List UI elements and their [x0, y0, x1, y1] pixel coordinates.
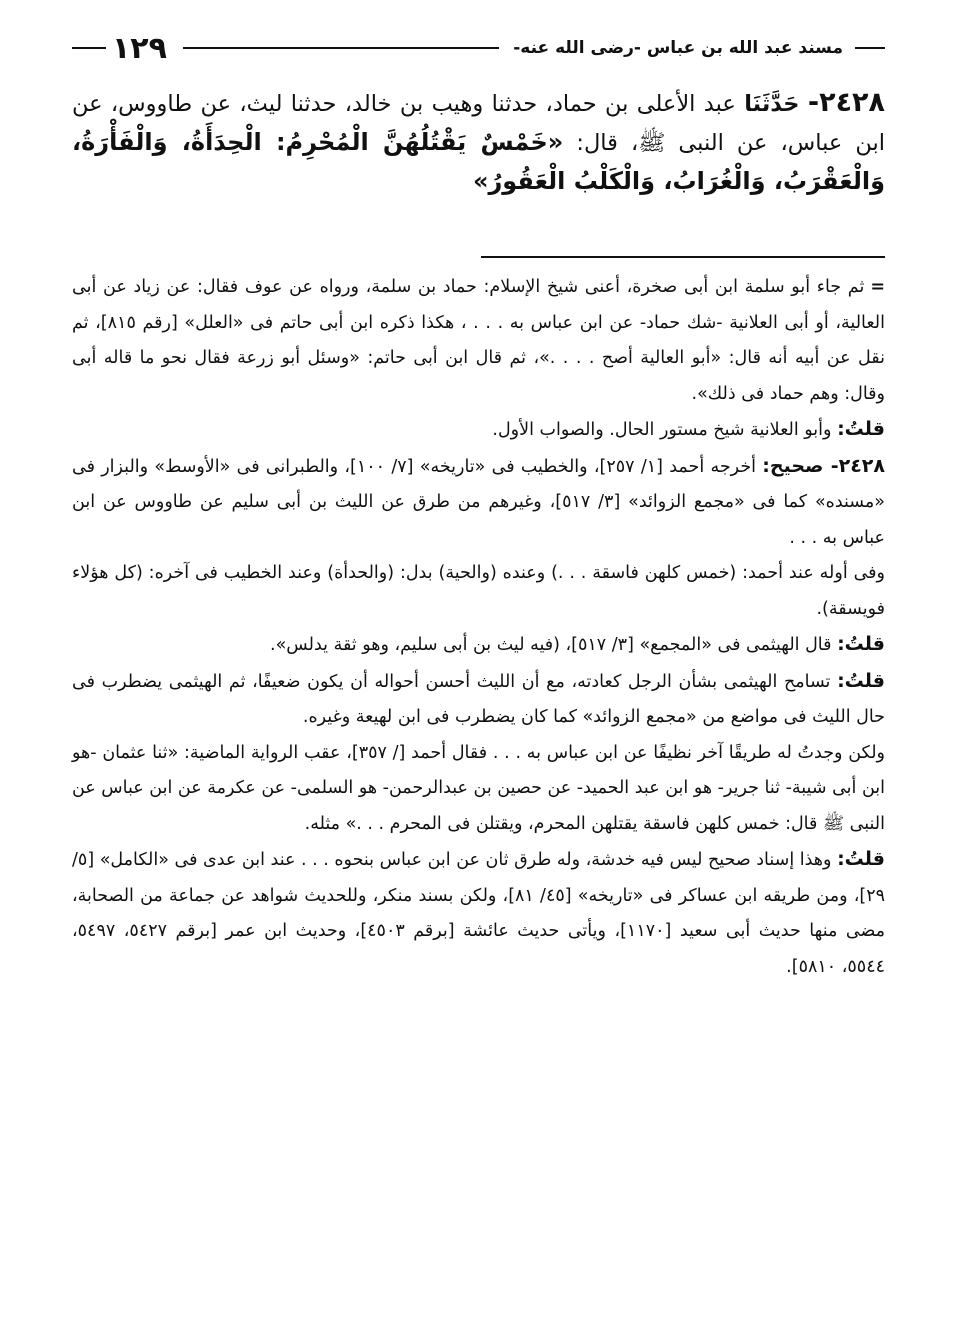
note-qultu-4	[72, 842, 885, 985]
note-qultu-1	[72, 412, 885, 449]
footnotes	[72, 270, 885, 985]
note-takhrij	[72, 449, 885, 557]
hadith-text	[72, 84, 885, 201]
header-rule-right	[855, 47, 885, 49]
note-other-route	[72, 736, 885, 843]
qultu-text: وهذا إسناد صحيح ليس فيه خدشة، وله طرق ثان عن ابن عباس بنحوه . . . عند ابن عدى فى «الكامل» [٥/ ٢٩]، ومن طريقه ابن عساكر فى «تاريخه» [٤٥/ ٨١]، ولكن بسند منكر، وللحديث شواهد عن جماعة من الصحابة، مضى منها حديث أبى سعيد [١١٧٠]، ويأتى حديث عائشة [برقم ٤٥٠٣]، وحديث ابن عمر [برقم ٥٤٢٧، ٥٤٩٧، ٥٥٤٤، ٥٨١٠].	[72, 850, 885, 977]
page-number: ١٢٩	[112, 30, 167, 66]
takhrij-text: أخرجه أحمد [١/ ٢٥٧]، والخطيب فى «تاريخه» [٧/ ١٠٠]، والطبرانى فى «الأوسط» والبزار فى «مسنده» كما فى «مجمع الزوائد» [٣/ ٥١٧]، وغيرهم من طرق عن الليث بن أبى سليم عن طاووس عن ابن عباس به . . .	[72, 456, 885, 548]
note-variants	[72, 556, 885, 627]
qultu-text: وأبو العلانية شيخ مستور الحال. والصواب الأول.	[492, 420, 832, 440]
hadith-number: ٢٤٢٨-	[807, 87, 886, 118]
qultu-label: قلتُ:	[837, 669, 885, 692]
continuation-text: ثم جاء أبو سلمة ابن أبى صخرة، أعنى شيخ الإسلام: حماد بن سلمة، ورواه عن عوف فقال: عن زياد عن أبى العالية، أو أبى العلانية -شك حماد- عن ابن عباس به . . . ، هكذا ذكره ابن أبى حاتم فى «العلل» [رقم ٨١٥]، ثم نقل عن أبيه أنه قال: «أبو العالية أصح . . . .»، ثم قال ابن أبى حاتم: «وسئل أبو زرعة فقال نحو ما قاله أبى وقال: وهم حماد فى ذلك».	[72, 277, 885, 404]
continuation-marker: =	[870, 277, 885, 297]
header-title: مسند عبد الله بن عباس -رضى الله عنه-	[513, 38, 843, 58]
hadith-isnad-start: حَدَّثَنَا	[744, 91, 800, 117]
other-route-text: ولكن وجدتُ له طريقًا آخر نظيفًا عن ابن عباس به . . . فقال أحمد [/ ٣٥٧]، عقب الرواية الماضية: «ثنا عثمان -هو ابن أبى شيبة- ثنا جرير- هو ابن عبد الحميد- عن حصين بن عبدالرحمن- هو السلمى- عن عكرمة عن ابن عباس عن النبى ﷺ قال: خمس كلهن فاسقة يقتلهن المحرم، ويقتلن فى المحرم . . .» مثله.	[71, 742, 885, 834]
qultu-text: قال الهيثمى فى «المجمع» [٣/ ٥١٧]، (فيه ليث بن أبى سليم، وهو ثقة يدلس».	[270, 635, 832, 655]
variants-text: وفى أوله عند أحمد: (خمس كلهن فاسقة . . .) وعنده (والحية) بدل: (والحدأة) وعند الخطيب فى آخره: (كل هؤلاء فويسقة).	[72, 563, 885, 619]
qultu-label: قلتُ:	[837, 633, 885, 655]
note-qultu-3	[72, 664, 885, 736]
qultu-label: قلتُ:	[837, 848, 885, 870]
grading-marker: ٢٤٢٨- صحيح:	[762, 454, 885, 477]
header-rule-middle	[183, 47, 499, 49]
running-header	[72, 30, 885, 66]
header-rule-left	[72, 47, 106, 49]
hadith-matn: «خَمْسٌ يَقْتُلُهُنَّ الْمُحْرِمُ: الْحِدَأَةُ، وَالْفَأْرَةُ، وَالْعَقْرَبُ، وَالْغُرَابُ، وَالْكَلْبُ الْعَقُورُ»	[72, 128, 885, 195]
note-qultu-2	[72, 627, 885, 664]
qultu-text: تسامح الهيثمى بشأن الرجل كعادته، مع أن الليث أحسن أحواله أن يكون ضعيفًا، ثم الهيثمى يضطرب فى حال الليث فى مواضع من «مجمع الزوائد» كما كان يضطرب فى ابن لهيعة وغيره.	[72, 671, 885, 727]
hadith-isnad: عبد الأعلى بن حماد، حدثنا وهيب بن خالد، حدثنا ليث، عن طاووس، عن ابن عباس، عن النبى ﷺ، قال:	[72, 91, 885, 156]
note-continuation	[72, 270, 885, 412]
footnote-divider	[481, 256, 885, 258]
qultu-label: قلتُ:	[837, 418, 885, 440]
